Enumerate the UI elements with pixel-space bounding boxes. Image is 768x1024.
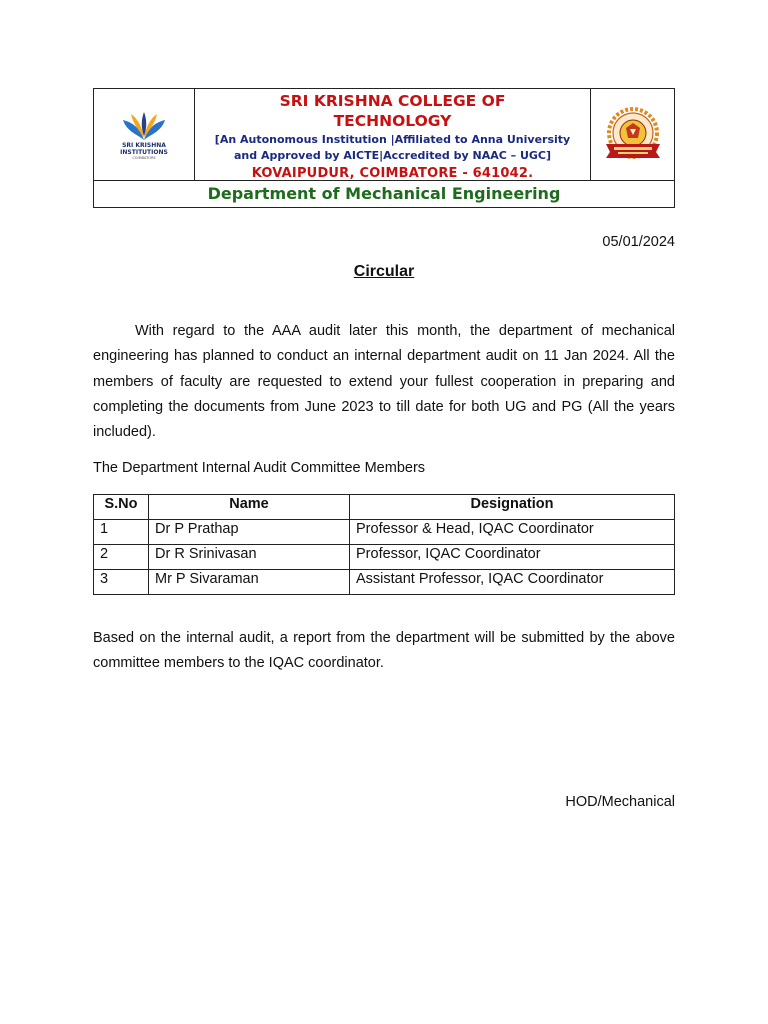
cell-sno: 1 <box>94 520 149 545</box>
cell-name: Dr P Prathap <box>149 520 350 545</box>
book-flame-icon <box>119 110 169 142</box>
table-header-row <box>94 495 675 520</box>
affiliation-line1: [An Autonomous Institution |Affiliated to Anna University <box>214 133 571 146</box>
logo-sub-text: COIMBATORE <box>132 156 156 160</box>
cell-sno: 2 <box>94 545 149 570</box>
college-name-line1: SRI KRISHNA COLLEGE OF <box>279 92 506 110</box>
department-name: Department of Mechanical Engineering <box>207 184 561 203</box>
logo-brand-text: SRI KRISHNA <box>122 142 166 149</box>
logo-brand-text-2: INSTITUTIONS <box>120 149 168 156</box>
column-header-designation: Designation <box>350 495 675 520</box>
cell-designation: Professor, IQAC Coordinator <box>350 545 675 570</box>
closing-paragraph: Based on the internal audit, a report from the department will be submitted by the above committee members to the IQAC coordinator. <box>93 630 675 672</box>
circular-body-paragraph: With regard to the AAA audit later this month, the department of mechanical engineering has planned to conduct an internal department audit on 11 Jan 2024. All the members of faculty are requested to extend your fullest cooperation in preparing and completing the documents from June 2023 to till date for both UG and PG (All the years included). <box>93 323 675 441</box>
column-header-name: Name <box>149 495 350 520</box>
letterhead <box>93 88 675 208</box>
cell-designation: Assistant Professor, IQAC Coordinator <box>350 570 675 595</box>
affiliation-line2: and Approved by AICTE|Accredited by NAAC – UGC] <box>233 148 552 162</box>
college-name-line2: TECHNOLOGY <box>333 111 452 130</box>
cell-designation: Professor & Head, IQAC Coordinator <box>350 520 675 545</box>
letterhead-center <box>195 89 591 180</box>
table-row <box>94 545 675 570</box>
table-row <box>94 570 675 595</box>
committee-heading: The Department Internal Audit Committee Members <box>93 460 426 476</box>
cell-name: Mr P Sivaraman <box>149 570 350 595</box>
committee-table <box>93 494 675 595</box>
column-header-sno: S.No <box>94 495 149 520</box>
sri-krishna-institutions-logo <box>94 89 195 180</box>
cell-name: Dr R Srinivasan <box>149 545 350 570</box>
letterhead-top-row <box>94 89 674 181</box>
signature-line: HOD/Mechanical <box>565 794 675 810</box>
college-seal-logo <box>591 89 674 180</box>
cell-sno: 3 <box>94 570 149 595</box>
college-emblem-icon <box>600 106 666 164</box>
table-row <box>94 520 675 545</box>
circular-title: Circular <box>353 263 415 280</box>
college-address: KOVAIPUDUR, COIMBATORE - 641042. <box>251 166 534 181</box>
circular-date: 05/01/2024 <box>602 234 675 250</box>
